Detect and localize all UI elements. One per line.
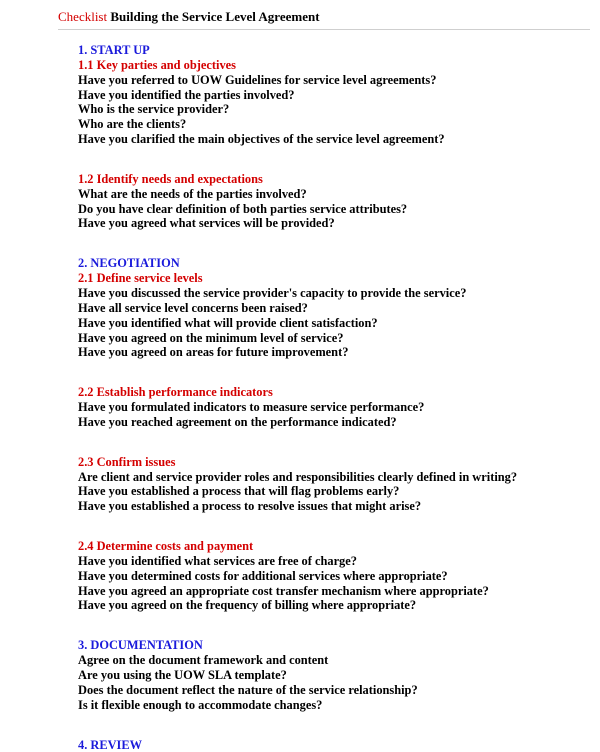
section-spacer [78,147,593,172]
checklist-question: Have you discussed the service provider's capacity to provide the service? [78,285,467,300]
checklist-question: Have you agreed on areas for future improvement? [78,345,349,360]
checklist-question: Agree on the document framework and content [78,653,329,668]
checklist-question: Is it flexible enough to accommodate changes? [78,697,323,712]
section-spacer [78,430,593,455]
checklist-question: Have all service level concerns been raised? [78,300,308,315]
subsection-heading: 2.2 Establish performance indicators [78,385,273,400]
checklist-question: Have you agreed on the frequency of billing where appropriate? [78,598,417,613]
checklist-question: Have you established a process that will flag problems early? [78,484,400,499]
section-spacer [78,713,593,738]
subsection-heading: 2.3 Confirm issues [78,454,176,469]
checklist-question: Have you established a process to resolve issues that might arise? [78,499,422,514]
header-divider [58,29,590,30]
checklist-question: Have you reached agreement on the performance indicated? [78,414,397,429]
header-title: Building the Service Level Agreement [110,9,320,24]
checklist-question: Have you agreed an appropriate cost transfer mechanism where appropriate? [78,583,489,598]
subsection-heading: 1.1 Key parties and objectives [78,57,236,72]
checklist-question: Are you using the UOW SLA template? [78,668,287,682]
section-heading: 1. START UP [78,43,150,57]
checklist-question: Have you agreed on the minimum level of service? [78,330,344,345]
checklist-question: Have you identified what will provide client satisfaction? [78,315,378,330]
section-spacer [78,514,593,539]
checklist-question: Have you identified the parties involved? [78,87,295,102]
section-spacer [78,231,593,256]
section-heading: 2. NEGOTIATION [78,256,180,271]
checklist-question: What are the needs of the parties involved? [78,186,307,201]
checklist-question: Who are the clients? [78,117,187,132]
subsection-heading: 1.2 Identify needs and expectations [78,171,263,186]
checklist-question: Have you clarified the main objectives of the service level agreement? [78,132,445,147]
checklist-body [78,43,593,752]
header-prefix: Checklist [58,9,108,24]
section-heading: 4. REVIEW [78,737,143,752]
checklist-question: Are client and service provider roles and responsibilities clearly defined in writing? [78,469,518,484]
section-spacer [78,360,593,385]
checklist-question: Have you determined costs for additional services where appropriate? [78,568,448,583]
subsection-heading: 2.4 Determine costs and payment [78,539,254,554]
checklist-question: Does the document reflect the nature of the service relationship? [78,682,418,697]
checklist-question: Have you formulated indicators to measure service performance? [78,400,425,415]
section-spacer [78,613,593,638]
checklist-question: Have you referred to UOW Guidelines for service level agreements? [78,72,437,87]
subsection-heading: 2.1 Define service levels [78,271,203,286]
checklist-question: Do you have clear definition of both parties service attributes? [78,201,408,216]
checklist-question: Have you identified what services are free of charge? [78,553,357,568]
checklist-question: Who is the service provider? [78,102,230,117]
section-heading: 3. DOCUMENTATION [78,638,203,653]
page-header [58,9,320,25]
checklist-question: Have you agreed what services will be provided? [78,216,335,231]
